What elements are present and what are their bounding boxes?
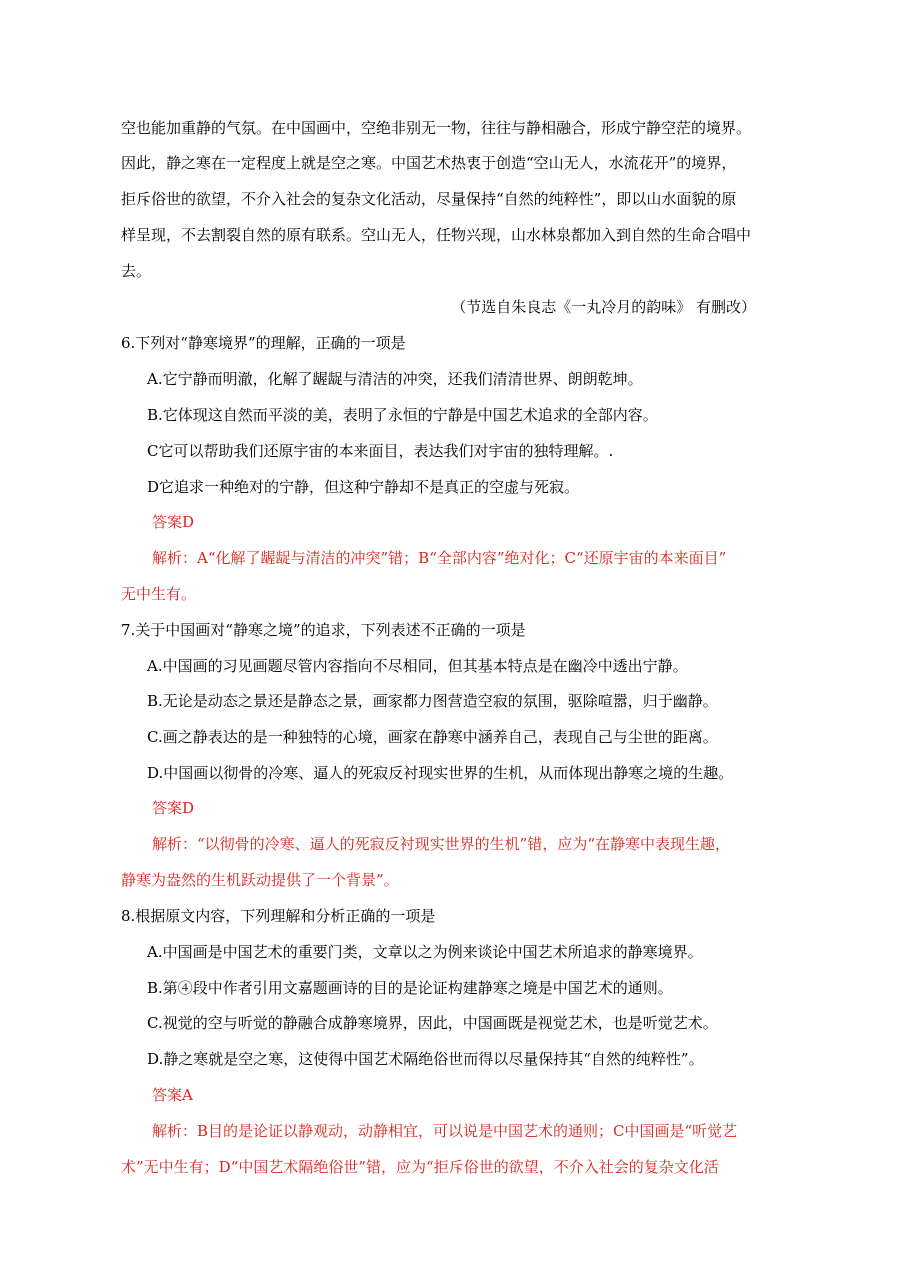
passage-line: 因此，静之寒在一定程度上就是空之寒。中国艺术热衷于创造“空山无人，水流花开”的境界， [121,154,737,172]
question-option: A.它宁静而明澈，化解了龌龊与清洁的冲突，还我们清清世界、朗朗乾坤。 [147,370,643,388]
passage-line: 样呈现，不去割裂自然的原有联系。空山无人，任物兴现，山水林泉都加入到自然的生命合唱中 [121,226,752,244]
question-option: C.画之静表达的是一种独特的心境，画家在静寒中涵养自己，表现自己与尘世的距离。 [147,728,718,746]
question-option: C它可以帮助我们还原宇宙的本来面目，表达我们对宇宙的独特理解。. [147,442,614,460]
question-option: B.它体现这自然而平淡的美，表明了永恒的宁静是中国艺术追求的全部内容。 [147,406,658,424]
passage-source: （节选自朱良志《一丸冷月的韵味》 有删改） [451,298,756,316]
question-option: B.无论是动态之景还是静态之景，画家都力图营造空寂的氛围，驱除喧嚣，归于幽静。 [147,692,718,710]
passage-line: 去。 [121,262,152,280]
analysis-line: 静寒为盎然的生机跃动提供了一个背景”。 [121,871,399,889]
question-option: A.中国画是中国艺术的重要门类，文章以之为例来谈论中国艺术所追求的静寒境界。 [147,943,703,961]
question-stem: 6.下列对“静寒境界”的理解，正确的一项是 [121,334,406,352]
question-stem: 8.根据原文内容，下列理解和分析正确的一项是 [121,907,436,925]
answer-label: 答案A [152,1086,193,1104]
question-option: B.第④段中作者引用文嘉题画诗的目的是论证构建静寒之境是中国艺术的通则。 [147,979,673,997]
analysis-line: 解析：“以彻骨的冷寒、逼人的死寂反衬现实世界的生机”错，应为“在静寒中表现生趣， [152,835,731,853]
passage-line: 拒斥俗世的欲望，不介入社会的复杂文化活动，尽量保持“自然的纯粹性”，即以山水面貌的原 [121,190,737,208]
question-option: D.静之寒就是空之寒，这使得中国艺术隔绝俗世而得以尽量保持其“自然的纯粹性”。 [147,1050,704,1068]
passage-line: 空也能加重静的气氛。在中国画中，空绝非别无一物，往往与静相融合，形成宁静空茫的境界。 [121,119,752,137]
answer-label: 答案D [152,513,195,531]
analysis-line: 解析：A“化解了龌龊与清洁的冲突”错；B“全部内容”绝对化；C“还原宇宙的本来面目” [152,549,727,567]
answer-label: 答案D [152,799,195,817]
analysis-line: 无中生有。 [121,585,197,603]
question-option: C.视觉的空与听觉的静融合成静寒境界，因此，中国画既是视觉艺术，也是听觉艺术。 [147,1014,718,1032]
question-option: D.中国画以彻骨的冷寒、逼人的死寂反衬现实世界的生机，从而体现出静寒之境的生趣。 [147,764,734,782]
question-option: D它追求一种绝对的宁静，但这种宁静却不是真正的空虚与死寂。 [147,478,580,496]
analysis-line: 术”无中生有；D“中国艺术隔绝俗世”错，应为“拒斥俗世的欲望，不介入社会的复杂文化活 [121,1158,719,1176]
question-stem: 7.关于中国画对“静寒之境”的追求，下列表述不正确的一项是 [121,621,526,639]
analysis-line: 解析：B目的是论证以静观动，动静相宜，可以说是中国艺术的通则；C中国画是“听觉艺 [152,1122,738,1140]
question-option: A.中国画的习见画题尽管内容指向不尽相同，但其基本特点是在幽冷中透出宁静。 [147,657,688,675]
